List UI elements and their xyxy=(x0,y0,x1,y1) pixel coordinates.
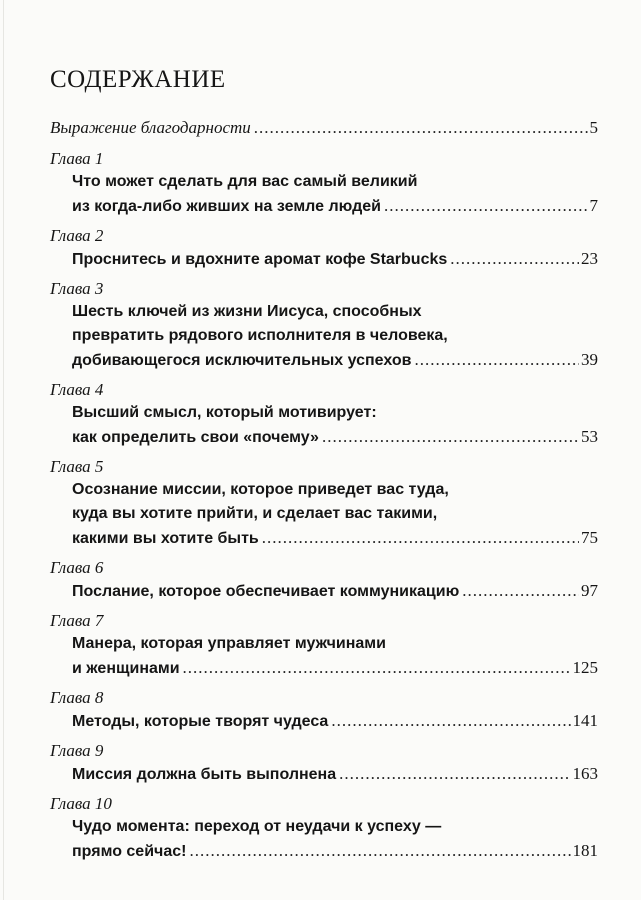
page-number: 23 xyxy=(581,249,598,268)
chapter-title-line: и женщинами xyxy=(72,660,180,677)
chapter-title-last-line xyxy=(72,839,598,864)
chapter-title-last-line xyxy=(72,247,598,272)
chapter-title xyxy=(50,401,598,450)
chapter-title-line: Миссия должна быть выполнена xyxy=(72,766,337,783)
page-number: 125 xyxy=(572,658,598,677)
chapter-title xyxy=(50,762,598,787)
chapter-title-line: Осознание миссии, которое приведет вас туда, xyxy=(72,481,449,498)
chapter-title-line: куда вы хотите прийти, и сделает вас такими, xyxy=(72,505,438,522)
chapter-title xyxy=(50,815,598,864)
leader-dots xyxy=(189,839,570,863)
toc-entry-chapter-1[interactable] xyxy=(50,148,598,219)
chapter-title-last-line xyxy=(72,709,598,734)
toc-entry-chapter-2[interactable] xyxy=(50,225,598,272)
toc-entry-acknowledgement[interactable] xyxy=(50,116,598,140)
chapter-title-last-line xyxy=(72,194,598,219)
chapter-label: Глава 2 xyxy=(50,226,104,245)
page-number: 7 xyxy=(589,196,598,215)
chapter-title-last-line xyxy=(72,656,598,681)
chapter-title-last-line xyxy=(72,579,598,604)
page-number: 97 xyxy=(581,581,598,600)
chapter-title xyxy=(50,632,598,681)
chapter-title xyxy=(50,709,598,734)
entry-title: Выражение благодарности xyxy=(50,118,251,137)
chapter-title-line: Шесть ключей из жизни Иисуса, способных xyxy=(72,303,422,320)
chapter-title xyxy=(50,300,598,373)
chapter-title-line: Послание, которое обеспечивает коммуникацию xyxy=(72,583,460,600)
chapter-title-line: прямо сейчас! xyxy=(72,843,187,860)
chapter-list xyxy=(50,148,598,864)
chapter-title xyxy=(50,478,598,551)
chapter-title-line: Методы, которые творят чудеса xyxy=(72,713,329,730)
leader-dots xyxy=(450,247,579,271)
leader-dots xyxy=(183,656,571,680)
page-number: 39 xyxy=(581,350,598,369)
leader-dots xyxy=(414,348,579,372)
page-number: 75 xyxy=(581,528,598,547)
chapter-title xyxy=(50,579,598,604)
chapter-title-line: как определить свои «почему» xyxy=(72,429,319,446)
page-number: 53 xyxy=(581,427,598,446)
page-number: 141 xyxy=(572,711,598,730)
page-number: 181 xyxy=(572,841,598,860)
leader-dots xyxy=(339,762,570,786)
toc-entry-chapter-4[interactable] xyxy=(50,379,598,450)
toc-entry-chapter-9[interactable] xyxy=(50,740,598,787)
leader-dots xyxy=(462,579,579,603)
leader-dots xyxy=(254,116,588,140)
chapter-label: Глава 9 xyxy=(50,741,104,760)
chapter-title-line: Проснитесь и вдохните аромат кофе Starbucks xyxy=(72,251,448,268)
leader-dots xyxy=(262,526,579,550)
toc-entry-chapter-5[interactable] xyxy=(50,456,598,551)
page-number: 163 xyxy=(572,764,598,783)
chapter-title-last-line xyxy=(72,425,598,450)
chapter-title-line: какими вы хотите быть xyxy=(72,530,259,547)
page-number: 5 xyxy=(589,118,598,137)
page-title: СОДЕРЖАНИЕ xyxy=(50,66,226,93)
toc-entry-chapter-6[interactable] xyxy=(50,557,598,604)
leader-dots xyxy=(331,709,570,733)
chapter-title-line: Что может сделать для вас самый великий xyxy=(72,173,418,190)
chapter-title-last-line xyxy=(72,526,598,551)
leader-dots xyxy=(384,194,588,218)
leader-dots xyxy=(322,425,579,449)
page-edge xyxy=(3,0,4,900)
chapter-title-line: Чудо момента: переход от неудачи к успеху — xyxy=(72,818,442,835)
toc-entry-chapter-8[interactable] xyxy=(50,687,598,734)
chapter-label: Глава 3 xyxy=(50,279,104,298)
chapter-title xyxy=(50,170,598,219)
chapter-title-line: Высший смысл, который мотивирует: xyxy=(72,404,377,421)
chapter-title-last-line xyxy=(72,348,598,373)
chapter-label: Глава 7 xyxy=(50,611,104,630)
toc-entry-chapter-3[interactable] xyxy=(50,278,598,373)
chapter-title-line: Манера, которая управляет мужчинами xyxy=(72,635,386,652)
chapter-label: Глава 8 xyxy=(50,688,104,707)
chapter-title-line: из когда-либо живших на земле людей xyxy=(72,198,381,215)
chapter-label: Глава 1 xyxy=(50,149,104,168)
toc-entry-chapter-7[interactable] xyxy=(50,610,598,681)
chapter-title-last-line xyxy=(72,762,598,787)
chapter-label: Глава 6 xyxy=(50,558,104,577)
chapter-label: Глава 5 xyxy=(50,457,104,476)
chapter-title-line: превратить рядового исполнителя в человека, xyxy=(72,327,448,344)
chapter-label: Глава 4 xyxy=(50,380,104,399)
chapter-label: Глава 10 xyxy=(50,794,112,813)
chapter-title xyxy=(50,247,598,272)
toc-list xyxy=(50,116,598,870)
chapter-title-line: добивающегося исключительных успехов xyxy=(72,352,412,369)
toc-entry-chapter-10[interactable] xyxy=(50,793,598,864)
